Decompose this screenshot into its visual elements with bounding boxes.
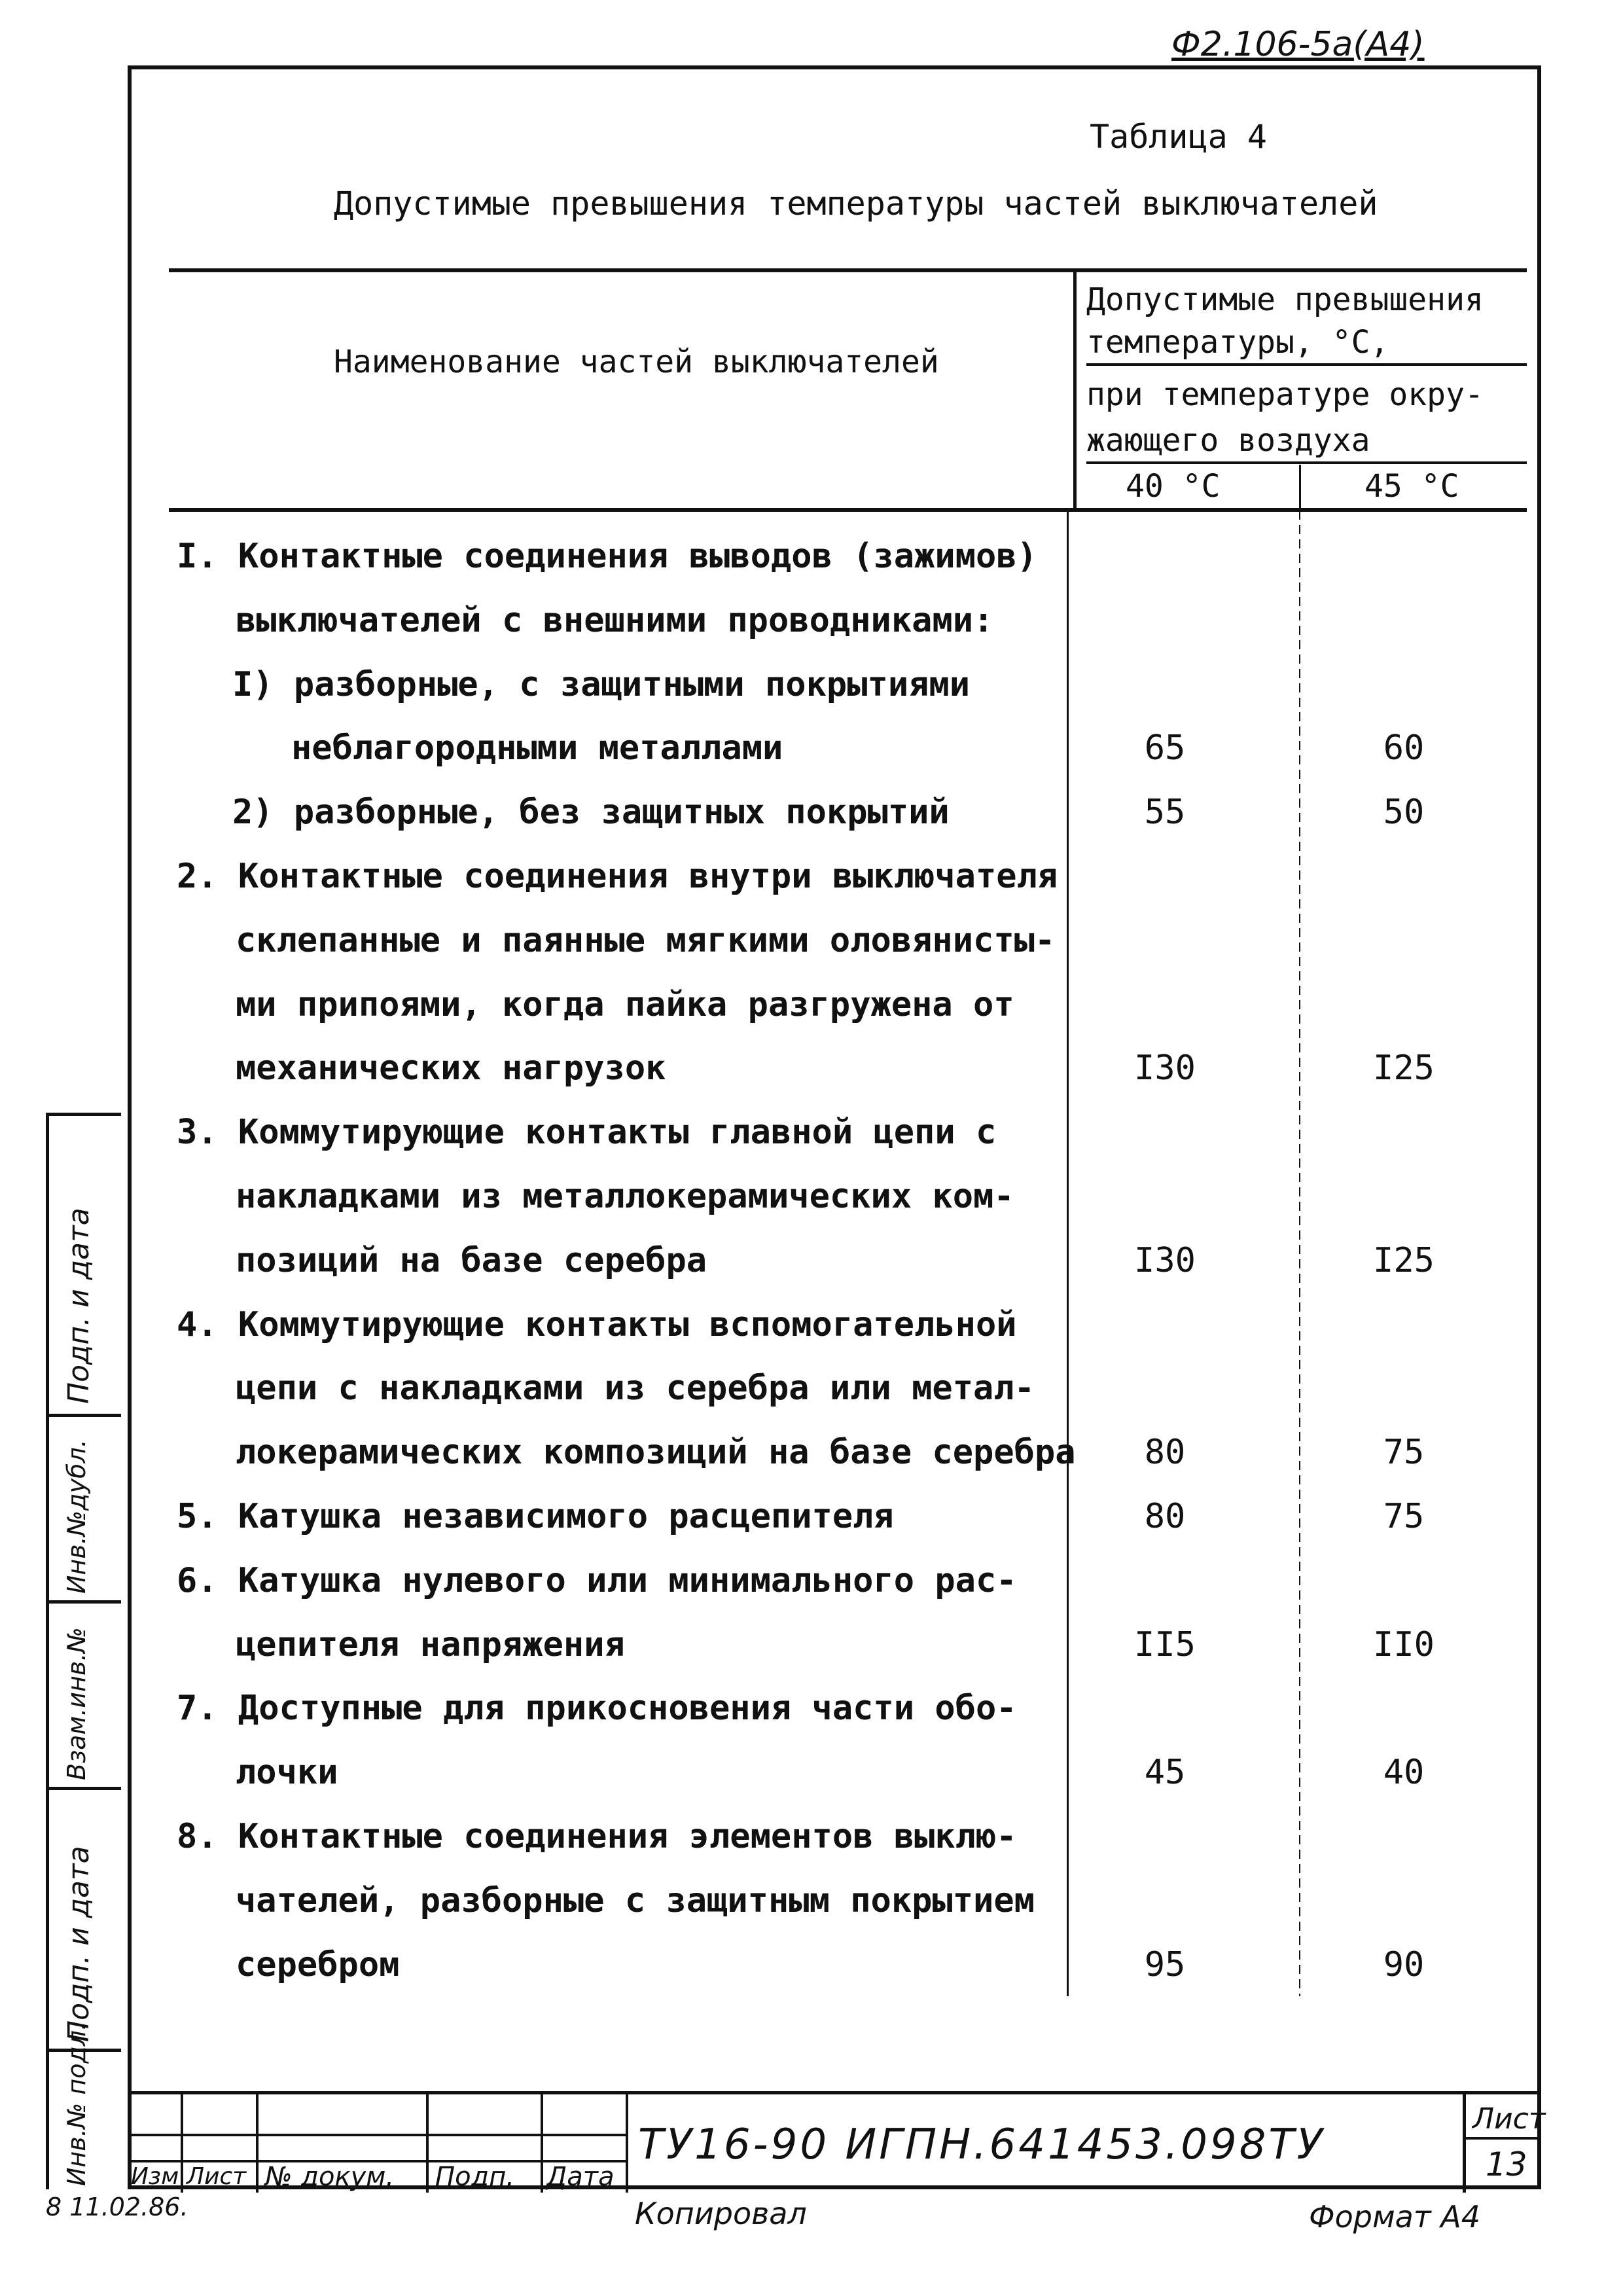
header-col-40: 40 °С — [1126, 468, 1221, 505]
cell-40: I30 — [1134, 1049, 1196, 1088]
table-row: механических нагрузок — [236, 1049, 666, 1088]
header-name-column: Наименование частей выключателей — [334, 344, 939, 380]
cell-40: 65 — [1144, 728, 1186, 768]
table-row: неблагородными металлами — [291, 728, 783, 768]
table-row: выключателей с внешними проводниками: — [236, 601, 994, 640]
header-temp-line2: температуры, °С, — [1086, 324, 1389, 361]
cell-40: 55 — [1144, 793, 1186, 832]
side-label-vzam-inv: Взам.инв.№ — [62, 1627, 91, 1780]
tb-sheet-number: 13 — [1486, 2145, 1527, 2183]
side-label-inv-dubl: Инв.№дубл. — [62, 1439, 91, 1594]
cell-45: 60 — [1383, 728, 1425, 768]
header-sub-rule-1 — [1086, 363, 1527, 366]
cell-40: 95 — [1144, 1945, 1186, 1984]
cell-40: I30 — [1134, 1241, 1196, 1280]
document-designation: ТУ16-90 ИГПН.641453.098ТУ — [638, 2121, 1325, 2169]
table-row: 6. Катушка нулевого или минимального рас- — [177, 1561, 1017, 1600]
table-row: лочки — [236, 1753, 338, 1792]
cell-45: I25 — [1373, 1241, 1435, 1280]
side-cell-inv-podl — [49, 2022, 121, 2193]
kopiroval-label: Копировал — [635, 2196, 807, 2231]
header-column-divider — [1073, 268, 1077, 511]
table-row: ми припоями, когда пайка разгружена от — [236, 985, 1014, 1024]
table-row: позиций на базе серебра — [236, 1241, 707, 1280]
table-row: 4. Коммутирующие контакты вспомогательной — [177, 1305, 1017, 1344]
table-row: накладками из металлокерамических ком- — [236, 1177, 1014, 1216]
side-cell-podp-data-2 — [49, 1790, 121, 2052]
table-row: I. Контактные соединения выводов (зажимов) — [177, 537, 1037, 576]
cell-45: 40 — [1383, 1753, 1425, 1792]
side-label-inv-podl: Инв.№ подл. — [62, 2022, 91, 2186]
cell-40: 80 — [1144, 1433, 1186, 1472]
cell-45: 75 — [1383, 1497, 1425, 1536]
tb-label-data: Дата — [546, 2162, 615, 2192]
table-row: локерамических композиций на базе серебра — [236, 1433, 1076, 1472]
table-row: цепи с накладками из серебра или метал- — [236, 1369, 1035, 1408]
table-row: 7. Доступные для прикосновения части обо- — [177, 1689, 1017, 1728]
header-col-45: 45 °С — [1364, 468, 1459, 505]
table-row: 2) разборные, без защитных покрытий — [232, 793, 950, 832]
body-column-divider — [1067, 511, 1069, 1996]
form-code: Ф2.106-5а(А4) — [1171, 25, 1425, 64]
header-sub-rule-2 — [1086, 461, 1527, 464]
table-row: серебром — [236, 1945, 400, 1984]
header-temp-line3: при температуре окру- — [1086, 376, 1484, 413]
table-row: I) разборные, с защитными покрытиями — [232, 665, 971, 704]
title-block — [128, 2091, 1546, 2192]
cell-45: 90 — [1383, 1945, 1425, 1984]
body-40-45-divider — [1299, 511, 1300, 1996]
table-caption: Допустимые превышения температуры частей выключателей — [334, 185, 1378, 223]
tb-label-list: Лист — [187, 2163, 247, 2190]
side-cell-vzam-inv — [49, 1604, 121, 1790]
cell-45: I25 — [1373, 1049, 1435, 1088]
table-row: склепанные и паянные мягкими оловянисты- — [236, 921, 1056, 960]
header-temp-line1: Допустимые превышения — [1086, 281, 1484, 318]
side-label-podp-data: Подп. и дата — [62, 1208, 96, 1404]
table-row: чателей, разборные с защитным покрытием — [236, 1881, 1035, 1920]
table-number: Таблица 4 — [1090, 118, 1267, 156]
tb-label-n-dokum: № докум. — [265, 2162, 395, 2192]
table-row: 3. Коммутирующие контакты главной цепи с — [177, 1113, 997, 1152]
cell-45: II0 — [1373, 1625, 1435, 1664]
table-row: 2. Контактные соединения внутри выключателя — [177, 857, 1058, 896]
inventory-note: 8 11.02.86. — [46, 2193, 188, 2221]
cell-40: 80 — [1144, 1497, 1186, 1536]
header-40-45-divider — [1299, 465, 1301, 511]
format-label: Формат А4 — [1309, 2199, 1480, 2234]
header-bottom-rule — [169, 508, 1527, 512]
cell-45: 75 — [1383, 1433, 1425, 1472]
cell-45: 50 — [1383, 793, 1425, 832]
side-cell-podp-data — [49, 1116, 121, 1417]
side-stamp — [46, 1113, 121, 2189]
tb-sheet-label: Лист — [1472, 2102, 1546, 2136]
table-row: 5. Катушка независимого расцепителя — [177, 1497, 894, 1536]
cell-40: 45 — [1144, 1753, 1186, 1792]
header-temp-line4: жающего воздуха — [1086, 422, 1370, 459]
side-label-podp-data-2: Подп. и дата — [62, 1846, 96, 2042]
tb-label-izm: Изм — [131, 2163, 179, 2190]
cell-40: II5 — [1134, 1625, 1196, 1664]
tb-label-podp: Подп. — [435, 2162, 515, 2192]
table-row: цепителя напряжения — [236, 1625, 625, 1664]
side-cell-inv-dubl — [49, 1417, 121, 1604]
table-row: 8. Контактные соединения элементов выклю- — [177, 1817, 1017, 1856]
header-top-rule — [169, 268, 1527, 272]
